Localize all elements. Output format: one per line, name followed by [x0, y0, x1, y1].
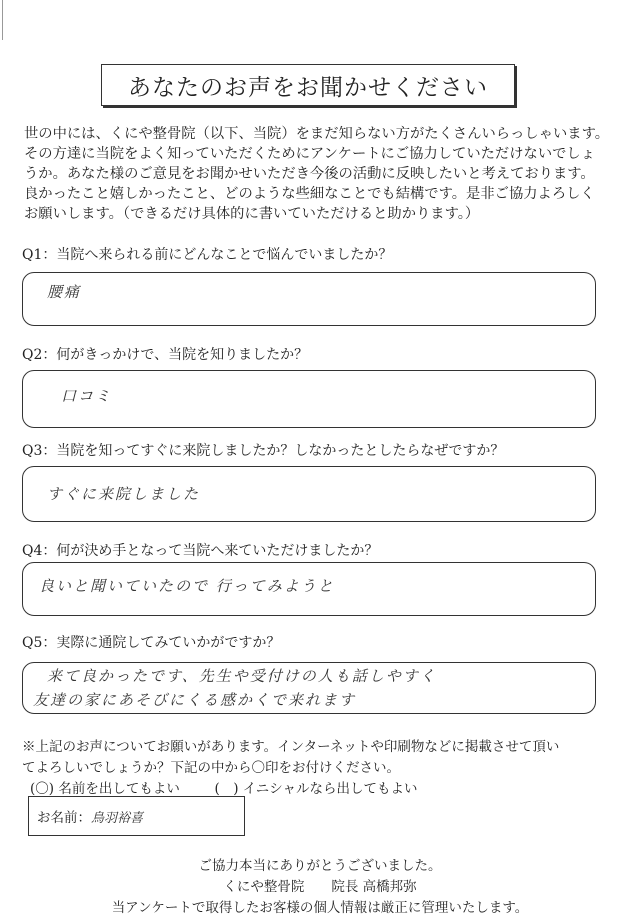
- clinic-signature: くにや整骨院 院長 高橋邦弥: [223, 879, 417, 895]
- thanks-text: ご協力本当にありがとうございました。: [198, 858, 442, 874]
- answer-text: 腰痛: [47, 283, 82, 301]
- option-1-label: 名前を出してもよい: [58, 781, 180, 797]
- intro-line: その方達に当院をよく知っていただくためにアンケートにご協力していただけないでしょ: [24, 146, 596, 162]
- intro-paragraph: [24, 124, 624, 224]
- intro-line: 世の中には、くにや整骨院（以下、当院）をまだ知らない方がたくさんいらっしゃいます。: [24, 126, 610, 142]
- intro-line: お願いします。（できるだけ具体的に書いていただけると助かります。）: [24, 206, 480, 222]
- question-5-label: Q5：実際に通院してみていかがですか？: [22, 635, 281, 651]
- question-2-answer-box[interactable]: [22, 370, 596, 428]
- question-1-label: Q1：当院へ来られる前にどんなことで悩んでいましたか？: [22, 247, 393, 263]
- option-2-label: イニシャルなら出してもよい: [242, 781, 418, 797]
- question-5-answer-box[interactable]: [22, 662, 596, 714]
- question-1-answer-box[interactable]: [22, 272, 596, 326]
- option-2-checkbox[interactable]: ( ): [214, 781, 239, 797]
- answer-text: すぐに来院しました: [47, 485, 201, 503]
- answer-text: 口コミ: [61, 387, 113, 405]
- name-value: 鳥羽裕喜: [91, 810, 144, 826]
- name-field[interactable]: [28, 796, 245, 836]
- consent-note-line: てよろしいでしょうか？下記の中から〇印をお付けください。: [22, 760, 400, 776]
- consent-note-line: ※上記のお声についてお願いがあります。インターネットや印刷物などに掲載させて頂い: [22, 739, 560, 755]
- scan-edge-mark: [2, 0, 11, 40]
- question-4-answer-box[interactable]: [22, 562, 596, 616]
- question-2-label: Q2：何がきっかけで、当院を知りましたか？: [22, 347, 309, 363]
- name-label: お名前：: [37, 810, 91, 826]
- option-1-checkbox[interactable]: (〇): [30, 781, 55, 797]
- answer-text: 良いと聞いていたので 行ってみようと: [39, 577, 335, 595]
- question-4-label: Q4：何が決め手となって当院へ来ていただけましたか？: [22, 543, 379, 559]
- question-3-answer-box[interactable]: [22, 466, 596, 522]
- answer-text: 来て良かったです、先生や受付けの人も話しやすく: [47, 667, 437, 685]
- consent-options: [30, 777, 417, 797]
- page-title: あなたのお声をお聞かせください: [101, 64, 515, 106]
- question-3-label: Q3：当院を知ってすぐに来院しましたか？しなかったとしたらなぜですか？: [22, 443, 505, 459]
- privacy-notice: 当アンケートで取得したお客様の個人情報は厳正に管理いたします。: [111, 900, 529, 916]
- intro-line: 良かったこと嬉しかったこと、どのような些細なことでも結構です。是非ご協力よろしく: [24, 186, 595, 202]
- intro-line: うか。あなた様のご意見をお聞かせいただき今後の活動に反映したいと考えております。: [24, 166, 595, 182]
- answer-text: 友達の家にあそびにくる感かくで来れます: [33, 691, 357, 709]
